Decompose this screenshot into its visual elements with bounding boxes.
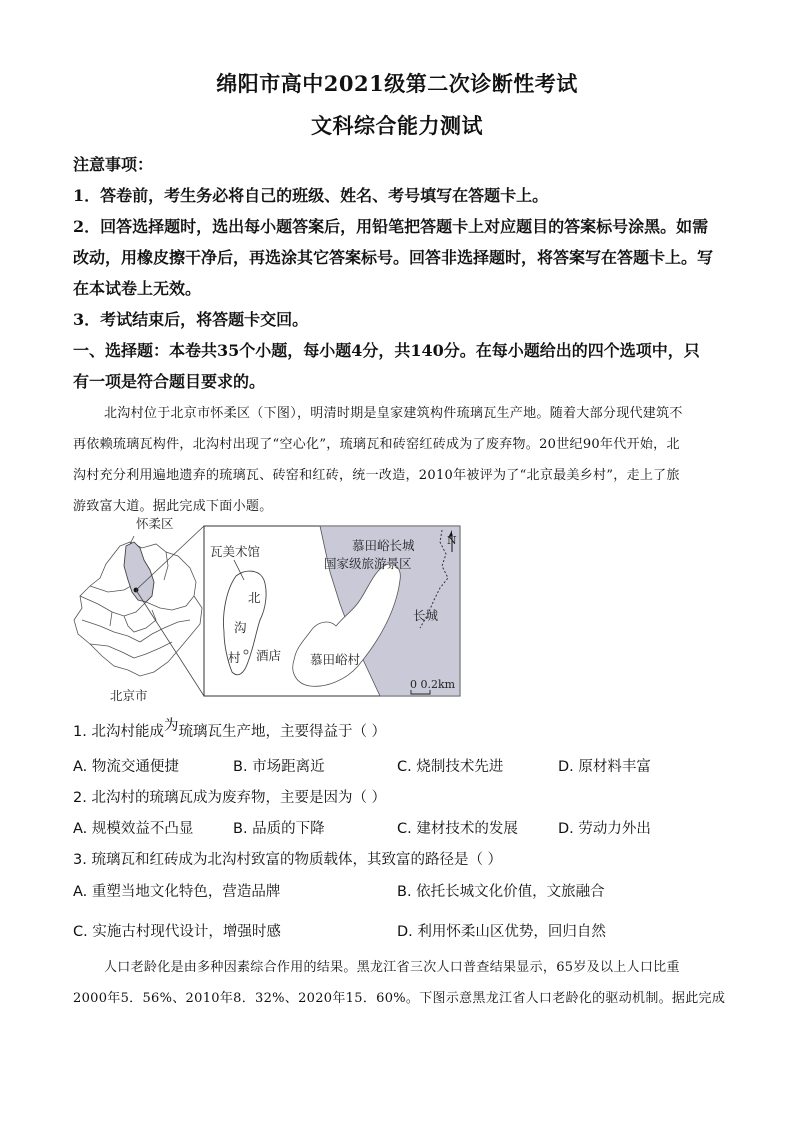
notice-item-2b: 改动，用橡皮擦干净后，再选涂其它答案标号。回答非选择题时，将答案写在答题卡上。写 bbox=[73, 248, 714, 267]
q2-option-a[interactable]: A. 规模效益不凸显 bbox=[73, 821, 194, 837]
notice-item-2c: 在本试卷上无效。 bbox=[73, 279, 202, 298]
label-bei: 北 bbox=[248, 590, 261, 605]
label-great-wall: 长城 bbox=[413, 608, 439, 623]
callout-line-bottom bbox=[136, 590, 204, 696]
passage1-line3: 沟村充分利用遍地遗弃的琉璃瓦、砖窑和红砖，统一改造，2010年被评为了“北京最美乡村”，走上了旅 bbox=[73, 468, 680, 483]
q2-option-c[interactable]: C. 建材技术的发展 bbox=[397, 821, 518, 837]
exam-title: 绵阳市高中2021级第二次诊断性考试 bbox=[216, 71, 578, 96]
question-3-stem: 3. 琉璃瓦和红砖成为北沟村致富的物质载体，其致富的路径是（ ） bbox=[73, 852, 503, 868]
label-hotel: 酒店 bbox=[256, 648, 282, 663]
q3-option-d[interactable]: D. 利用怀柔山区优势，回归自然 bbox=[397, 924, 606, 940]
q3-option-b[interactable]: B. 依托长城文化价值，文旅融合 bbox=[397, 884, 605, 900]
q1-option-c[interactable]: C. 烧制技术先进 bbox=[397, 759, 504, 775]
label-north: N bbox=[447, 534, 457, 547]
label-gou: 沟 bbox=[234, 620, 247, 635]
passage1-line2: 再依赖琉璃瓦构件，北沟村出现了“空心化”，琉璃瓦和砖窑红砖成为了废弃物。20世纪90年代开始，北 bbox=[73, 437, 680, 452]
label-beijing: 北京市 bbox=[110, 688, 148, 703]
label-mutianyu-changcheng: 慕田峪长城 bbox=[352, 538, 415, 553]
q2-option-d[interactable]: D. 劳动力外出 bbox=[558, 821, 651, 837]
q1-option-b[interactable]: B. 市场距离近 bbox=[233, 759, 325, 775]
section-heading-line1: 一、选择题：本卷共35个小题，每小题4分，共140分。在每小题给出的四个选项中，只 bbox=[73, 341, 700, 360]
q1-option-a[interactable]: A. 物流交通便捷 bbox=[73, 759, 179, 775]
notice-item-1: 1．答卷前，考生务必将自己的班级、姓名、考号填写在答题卡上。 bbox=[73, 186, 549, 205]
huairou-district bbox=[124, 542, 154, 602]
passage1-line1: 北沟村位于北京市怀柔区（下图），明清时期是皇家建筑构件琉璃瓦生产地。随着大部分现代建筑不 bbox=[104, 406, 683, 421]
label-scenic-area: 国家级旅游景区 bbox=[324, 556, 412, 571]
label-cun: 村 bbox=[228, 650, 241, 665]
passage1-line4: 游致富大道。据此完成下面小题。 bbox=[73, 499, 273, 514]
label-scale: 0 0.2km bbox=[410, 678, 456, 691]
q3-option-a[interactable]: A. 重塑当地文化特色，营造品牌 bbox=[73, 884, 281, 900]
passage2-line1: 人口老龄化是由多种因素综合作用的结果。黑龙江省三次人口普查结果显示，65岁及以上人口比重 bbox=[104, 960, 680, 975]
notice-heading: 注意事项： bbox=[73, 155, 154, 174]
callout-line-top bbox=[136, 526, 204, 590]
section-heading-line2: 有一项是符合题目要求的。 bbox=[73, 372, 266, 391]
notice-item-2a: 2．回答选择题时，选出每小题答案后，用铅笔把答题卡上对应题目的答案标号涂黑。如需 bbox=[73, 217, 709, 236]
exam-subtitle: 文科综合能力测试 bbox=[311, 113, 483, 138]
label-wa-museum: 瓦美术馆 bbox=[210, 544, 261, 559]
question-2-stem: 2. 北沟村的琉璃瓦成为废弃物，主要是因为（ ） bbox=[73, 790, 387, 806]
label-huairou: 怀柔区 bbox=[136, 516, 174, 531]
q3-option-c[interactable]: C. 实施古村现代设计，增强时感 bbox=[73, 924, 281, 940]
q2-option-b[interactable]: B. 品质的下降 bbox=[233, 821, 325, 837]
hotel-marker bbox=[244, 650, 248, 654]
question-1-stem: 1. 北沟村能成为琉璃瓦生产地，主要得益于（ ） bbox=[73, 718, 387, 740]
q1-option-d[interactable]: D. 原材料丰富 bbox=[558, 759, 651, 775]
passage2-line2: 2000年5．56%、2010年8．32%、2020年15．60%。下图示意黑龙江省人口老龄化的驱动机制。据此完成 bbox=[73, 991, 726, 1006]
label-mutianyu-village: 慕田峪村 bbox=[310, 652, 361, 667]
notice-item-3: 3．考试结束后，将答题卡交回。 bbox=[73, 310, 309, 329]
beigou-location-map bbox=[68, 516, 468, 708]
